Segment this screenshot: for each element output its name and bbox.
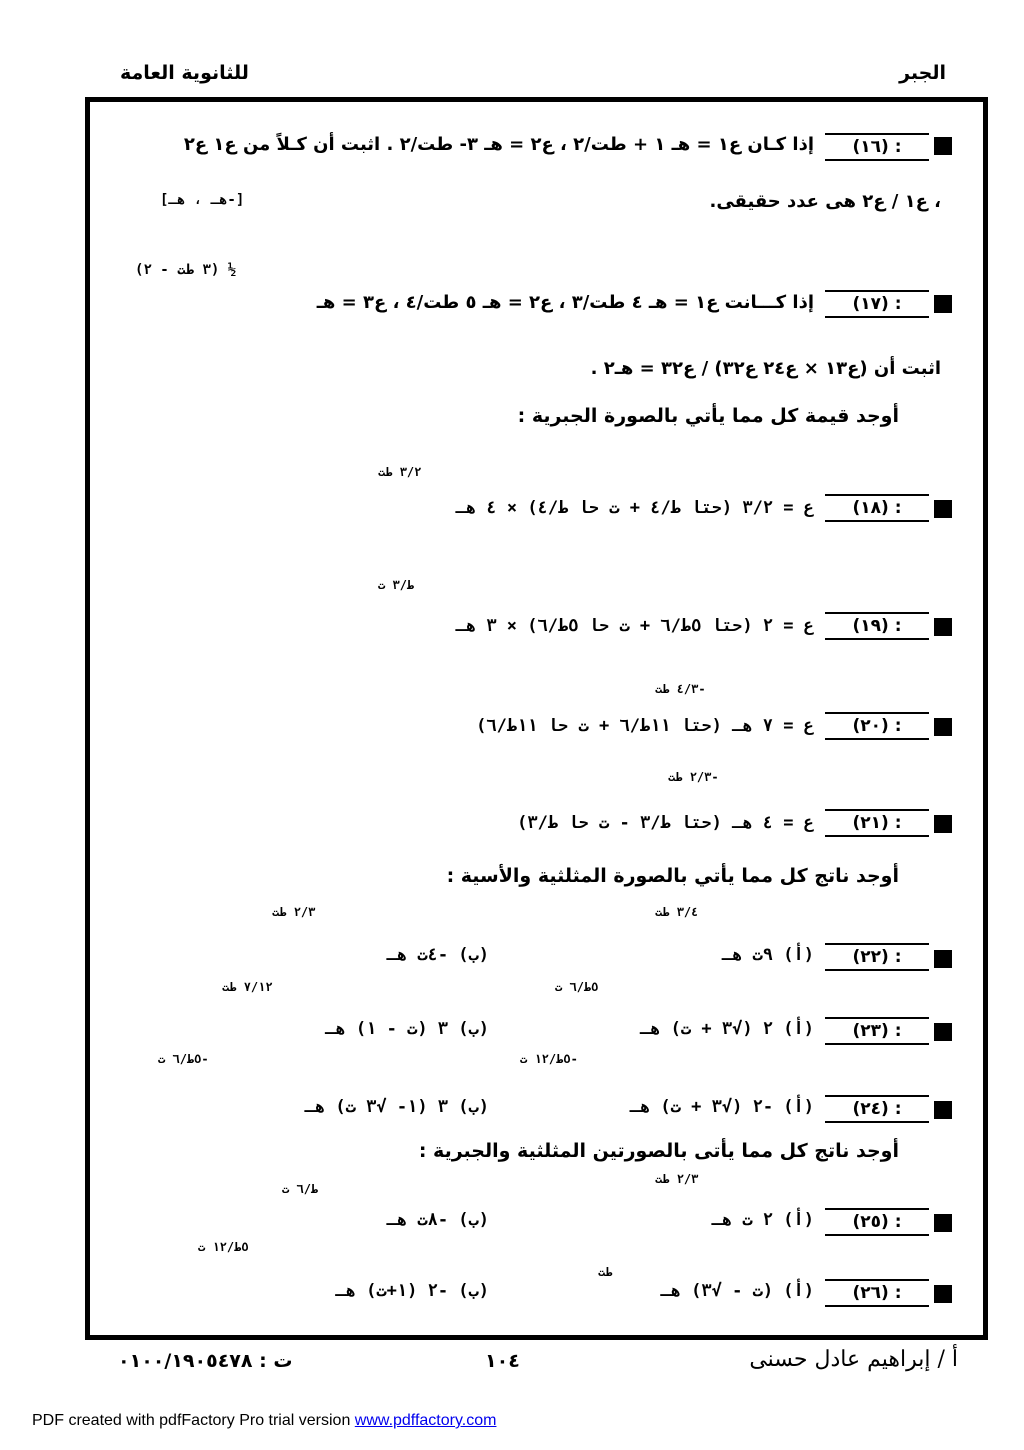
q25-a-sup: ٢/٣ طت	[655, 1172, 699, 1186]
section-title-2: أوجد ناتج كل مما يأتي بالصورة المثلثية والأسية :	[446, 865, 899, 887]
pdf-note-text: PDF created with pdfFactory Pro trial version	[32, 1412, 355, 1429]
q21-number: (٢١) :	[825, 809, 929, 837]
q22-number: (٢٢) :	[825, 943, 929, 971]
q17-number: (١٧) :	[825, 290, 929, 318]
q26-a: (أ) (ت - √٣) هـ	[660, 1281, 814, 1301]
q18-expr: ع = ٣/٢ (حتا ط/٤ + ت حا ط/٤) × ٤ هـ	[455, 498, 814, 518]
pdffactory-link[interactable]: www.pdffactory.com	[354, 1412, 497, 1429]
q23-a-sup: ٥ط/٦ ت	[555, 980, 599, 994]
q23-number: (٢٣) :	[825, 1017, 929, 1045]
q18-sup: ٣/٢ طت	[378, 465, 422, 479]
q25-b-sup: ط/٦ ت	[282, 1182, 319, 1196]
q24-b: (ب) ٣ (١- √٣ ت) هـ	[304, 1097, 489, 1117]
q19-number: (١٩) :	[825, 612, 929, 640]
q24-b-sup: -٥ط/٦ ت	[158, 1052, 209, 1066]
q16-number: (١٦) :	[825, 133, 929, 161]
q16-answer: [-هـ ، هـ]	[160, 192, 245, 208]
q18-number: (١٨) :	[825, 494, 929, 522]
bullet-square-icon	[934, 1214, 952, 1232]
section-title-3: أوجد ناتج كل مما يأتى بالصورتين المثلثية والجبرية :	[418, 1140, 899, 1162]
footer-phone: ت : ٠١٠٠/١٩٠٥٤٧٨	[118, 1350, 293, 1372]
header-right: الجبر	[899, 62, 946, 84]
q24-number: (٢٤) :	[825, 1095, 929, 1123]
q22-b: (ب) -٤ت هـ	[386, 945, 489, 965]
q22-b-sup: ٢/٣ طت	[272, 905, 316, 919]
q20-expr: ع = ٧ هـ (حتا ١١ط/٦ + ت حا ١١ط/٦)	[476, 716, 814, 736]
bullet-square-icon	[934, 718, 952, 736]
q22-a-sup: ٣/٤ طت	[655, 905, 699, 919]
q26-b-sup: ٥ط/١٢ ت	[198, 1240, 249, 1254]
q17-answer: ½ (٣ طت - ٢)	[135, 262, 237, 278]
q26-a-sup: طت	[598, 1265, 613, 1279]
q25-a: (أ) ٢ ت هـ	[711, 1210, 814, 1230]
q22-a: (أ) ٩ت هـ	[721, 945, 814, 965]
bullet-square-icon	[934, 618, 952, 636]
q24-a-sup: -٥ط/١٢ ت	[520, 1052, 578, 1066]
bullet-square-icon	[934, 1101, 952, 1119]
q21-expr: ع = ٤ هـ (حتا ط/٣ - ت حا ط/٣)	[517, 813, 814, 833]
q25-b: (ب) -٨ت هـ	[386, 1210, 489, 1230]
q23-b: (ب) ٣ (ت - ١) هـ	[325, 1019, 489, 1039]
bullet-square-icon	[934, 815, 952, 833]
bullet-square-icon	[934, 295, 952, 313]
footer-page-number: ١٠٤	[485, 1350, 520, 1372]
header-left: للثانوية العامة	[120, 62, 249, 84]
q26-b: (ب) -٢ (١+ت) هـ	[335, 1281, 489, 1301]
q17-line1: إذا كـــانت ع١ = هـ ٤ طت/٣ ، ع٢ = هـ ٥ طت/٤ ، ع٣ = هـ	[316, 292, 814, 313]
bullet-square-icon	[934, 137, 952, 155]
q19-sup: ط/٣ ت	[378, 578, 415, 592]
bullet-square-icon	[934, 1023, 952, 1041]
q20-number: (٢٠) :	[825, 712, 929, 740]
pdf-note	[32, 1412, 496, 1430]
bullet-square-icon	[934, 950, 952, 968]
q21-sup: -٢/٣ طت	[668, 770, 719, 784]
section-title-1: أوجد قيمة كل مما يأتي بالصورة الجبرية :	[517, 405, 899, 427]
q23-b-sup: ٧/١٢ طت	[222, 980, 273, 994]
q19-expr: ع = ٢ (حتا ٥ط/٦ + ت حا ٥ط/٦) × ٣ هـ	[455, 616, 814, 636]
q20-sup: -٤/٣ طت	[655, 682, 706, 696]
bullet-square-icon	[934, 1285, 952, 1303]
q26-number: (٢٦) :	[825, 1279, 929, 1307]
q23-a: (أ) ٢ (√٣ + ت) هـ	[639, 1019, 814, 1039]
q16-line1: إذا كـان ع١ = هـ ١ + طت/٢ ، ع٢ = هـ ٣- طت/٢ . اثبت أن كـلاً من ع١ ع٢	[183, 134, 814, 155]
q25-number: (٢٥) :	[825, 1208, 929, 1236]
footer-author: أ / إبراهيم عادل حسنى	[749, 1347, 958, 1372]
q24-a: (أ) -٢ (√٣ + ت) هـ	[629, 1097, 814, 1117]
q16-line2: ، ع١ / ع٢ هى عدد حقيقى.	[709, 191, 941, 212]
bullet-square-icon	[934, 500, 952, 518]
frame-bottom-edge	[85, 1335, 988, 1340]
q17-line2: اثبت أن (ع١٣ × ع٢٤ ع٣٢) / ع٣٢ = هـ٢ .	[590, 358, 941, 379]
